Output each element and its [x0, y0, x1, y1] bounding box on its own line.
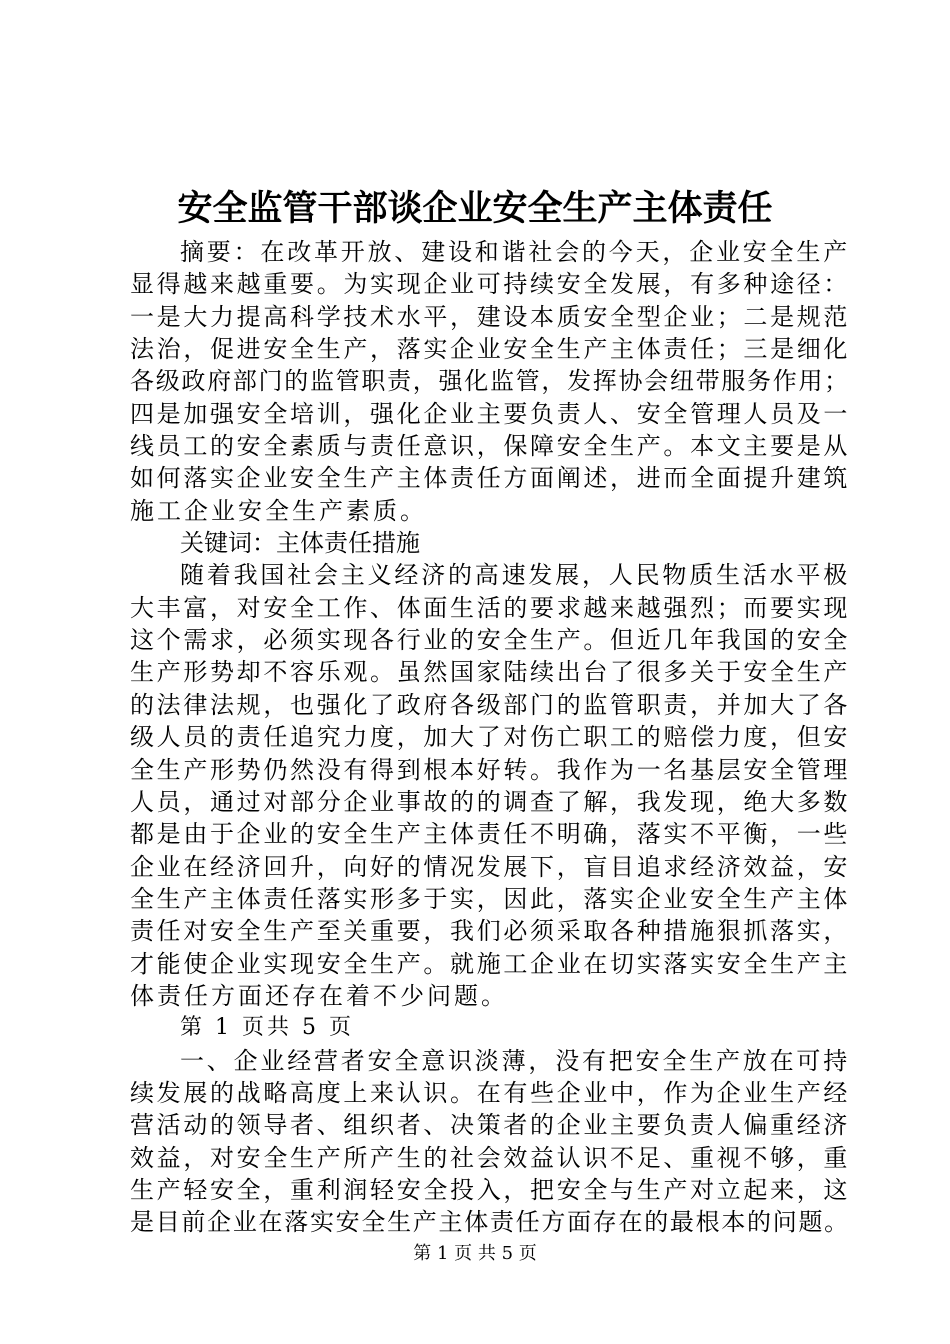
paragraph-line: 全生产主体责任落实形多于实，因此，落实企业安全生产主体: [130, 884, 851, 913]
paragraph-line: 的法律法规，也强化了政府各级部门的监管职责，并加大了各: [130, 690, 851, 719]
page-footer: 第 1 页 共 5 页: [413, 1243, 537, 1264]
paragraph-line: 一、企业经营者安全意识淡薄，没有把安全生产放在可持: [180, 1046, 850, 1075]
paragraph-line: 全生产形势仍然没有得到根本好转。我作为一名基层安全管理: [130, 755, 851, 784]
paragraph-line: 施工企业安全生产素质。: [130, 496, 427, 525]
paragraph-line: 续发展的战略高度上来认识。在有些企业中，作为企业生产经: [130, 1078, 851, 1107]
paragraph-line: 才能使企业实现安全生产。就施工企业在切实落实安全生产主: [130, 949, 851, 978]
paragraph-line: 各级政府部门的监管职责，强化监管，发挥协会纽带服务作用；: [130, 367, 850, 396]
paragraph-line: 责任对安全生产至关重要，我们必须采取各种措施狠抓落实，: [130, 917, 851, 946]
paragraph-line: 生产轻安全，重利润轻安全投入，把安全与生产对立起来，这: [130, 1175, 851, 1204]
paragraph-line: 营活动的领导者、组织者、决策者的企业主要负责人偏重经济: [130, 1111, 851, 1140]
paragraph-line: 是目前企业在落实安全生产主体责任方面存在的最根本的问题。: [130, 1208, 850, 1237]
paragraph-line: 显得越来越重要。为实现企业可持续安全发展，有多种途径：: [130, 270, 851, 299]
paragraph-line: 四是加强安全培训，强化企业主要负责人、安全管理人员及一: [130, 399, 851, 428]
paragraph-line: 都是由于企业的安全生产主体责任不明确，落实不平衡，一些: [130, 820, 851, 849]
paragraph-line: 随着我国社会主义经济的高速发展，人民物质生活水平极: [180, 561, 850, 590]
keywords-line: 关键词：主体责任措施: [180, 529, 420, 558]
inline-page-number: 第 1 页共 5 页: [180, 1015, 354, 1041]
paragraph-line: 企业在经济回升，向好的情况发展下，盲目追求经济效益，安: [130, 852, 851, 881]
paragraph-line: 线员工的安全素质与责任意识，保障安全生产。本文主要是从: [130, 432, 851, 461]
document-title: 安全监管干部谈企业安全生产主体责任: [177, 188, 773, 229]
paragraph-line: 体责任方面还存在着不少问题。: [130, 981, 508, 1010]
paragraph-line: 摘要：在改革开放、建设和谐社会的今天，企业安全生产: [180, 238, 850, 266]
paragraph-line: 大丰富，对安全工作、体面生活的要求越来越强烈；而要实现: [130, 593, 851, 622]
document-body: [130, 236, 851, 1239]
paragraph-line: 生产形势却不容乐观。虽然国家陆续出台了很多关于安全生产: [130, 658, 851, 687]
paragraph-line: 一是大力提高科学技术水平，建设本质安全型企业；二是规范: [130, 302, 851, 331]
paragraph-line: 法治，促进安全生产，落实企业安全生产主体责任；三是细化: [130, 335, 851, 364]
paragraph-line: 这个需求，必须实现各行业的安全生产。但近几年我国的安全: [130, 626, 851, 655]
paragraph-line: 级人员的责任追究力度，加大了对伤亡职工的赔偿力度，但安: [130, 723, 851, 752]
paragraph-line: 效益，对安全生产所产生的社会效益认识不足、重视不够，重: [130, 1143, 851, 1172]
paragraph-line: 如何落实企业安全生产主体责任方面阐述，进而全面提升建筑: [130, 464, 851, 493]
paragraph-line: 人员，通过对部分企业事故的的调查了解，我发现，绝大多数: [130, 787, 851, 816]
